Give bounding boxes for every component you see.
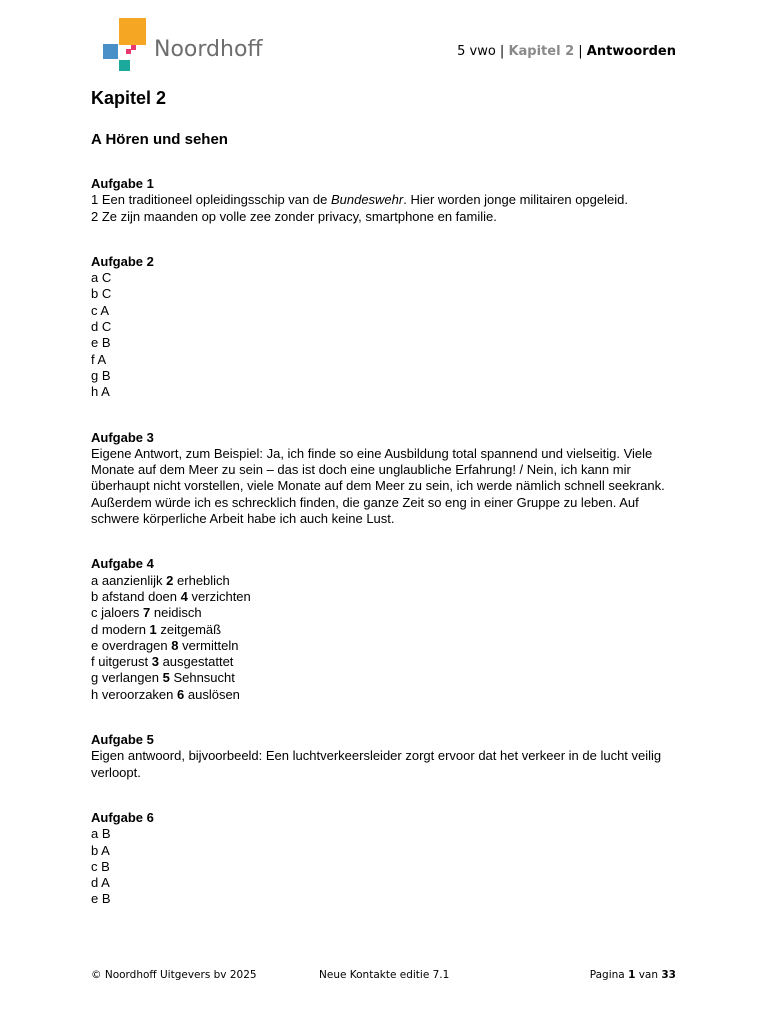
- aufgabe-5: [91, 732, 681, 781]
- pair-number: 1: [149, 621, 157, 637]
- pair-number: 8: [171, 637, 179, 653]
- aufgabe-title: Aufgabe 4: [91, 556, 154, 572]
- answer-line: e B: [91, 891, 111, 907]
- logo-pink-small-square: [131, 45, 136, 50]
- page-label: Pagina: [589, 969, 625, 981]
- pair-number: 2: [166, 572, 174, 588]
- word-pair: [91, 573, 681, 589]
- answer-line: a C: [91, 270, 112, 286]
- german-word: Sehnsucht: [173, 670, 235, 686]
- pair-number: 5: [162, 670, 170, 686]
- answer-text: 1 Een traditioneel opleidingsschip van de: [91, 192, 331, 208]
- answer-line: e B: [91, 335, 111, 351]
- header-separator: |: [499, 44, 505, 59]
- logo-blue-square: [103, 44, 118, 59]
- footer-edition: Neue Kontakte editie 7.1: [319, 969, 450, 981]
- dutch-word: h veroorzaken: [91, 686, 174, 702]
- answer-line: b C: [91, 286, 112, 302]
- dutch-word: f uitgerust: [91, 654, 149, 670]
- answer-line: d C: [91, 319, 112, 335]
- aufgabe-3: [91, 430, 681, 528]
- dutch-word: b afstand doen: [91, 588, 178, 604]
- answer-line: verloopt.: [91, 764, 141, 780]
- aufgabe-title: Aufgabe 2: [91, 253, 154, 269]
- aufgabe-2: [91, 254, 681, 401]
- current-page: 1: [628, 969, 636, 981]
- word-pair: [91, 638, 681, 654]
- answer-line: [91, 192, 681, 208]
- document-body: [91, 86, 681, 908]
- noordhoff-logo: [103, 18, 263, 72]
- total-pages: 33: [661, 969, 676, 981]
- answer-line: d A: [91, 875, 110, 891]
- answer-line: c B: [91, 858, 110, 874]
- answer-line: 2 Ze zijn maanden op volle zee zonder privacy, smartphone en familie.: [91, 208, 497, 224]
- german-word: erheblich: [177, 572, 230, 588]
- answer-line: überhaupt nicht vorstellen, viele Monate auf dem Meer zu sein, ich werde nämlich schnell seekrank.: [91, 478, 665, 494]
- dutch-word: g verlangen: [91, 670, 159, 686]
- word-pair: [91, 622, 681, 638]
- answer-line: a B: [91, 826, 111, 842]
- aufgabe-6: [91, 810, 681, 908]
- aufgabe-title: Aufgabe 5: [91, 732, 154, 748]
- answer-line: b A: [91, 842, 110, 858]
- answer-line: g B: [91, 367, 111, 383]
- of-label: van: [638, 969, 659, 981]
- footer-page-number: [590, 969, 676, 981]
- subsection-title: A Hören und sehen: [91, 131, 228, 148]
- pair-number: 4: [180, 588, 188, 604]
- dutch-word: d modern: [91, 621, 146, 637]
- answer-line: h A: [91, 384, 110, 400]
- page-title: Kapitel 2: [91, 88, 167, 108]
- word-pair: [91, 654, 681, 670]
- german-word: zeitgemäß: [160, 621, 222, 637]
- aufgabe-title: Aufgabe 3: [91, 429, 154, 445]
- header-chapter: Kapitel 2: [508, 44, 575, 59]
- german-word: ausgestattet: [162, 654, 234, 670]
- word-pair: [91, 589, 681, 605]
- answer-italic-text: Bundeswehr: [330, 192, 404, 208]
- word-pair: [91, 670, 681, 686]
- pair-number: 6: [177, 686, 185, 702]
- answer-line: Eigen antwoord, bijvoorbeeld: Een luchtverkeersleider zorgt ervoor dat het verkeer in de lucht veilig: [91, 748, 662, 764]
- answer-line: Außerdem würde ich es schrecklich finden, die ganze Zeit so eng in einer Gruppe zu leben. Auf: [91, 494, 639, 510]
- aufgabe-title: Aufgabe 6: [91, 809, 154, 825]
- answer-line: Monate auf dem Meer zu sein – das ist doch eine unglaubliche Erfahrung! / Nein, ich kann mir: [91, 462, 631, 478]
- german-word: auslösen: [187, 686, 240, 702]
- logo-text: Noordhoff: [154, 37, 263, 62]
- header-separator: |: [578, 44, 583, 59]
- answer-line: f A: [91, 351, 107, 367]
- answer-text: . Hier worden jonge militairen opgeleid.: [403, 192, 628, 208]
- page-header-breadcrumb: [457, 44, 676, 59]
- german-word: vermitteln: [182, 637, 239, 653]
- header-section: Antwoorden: [586, 44, 676, 59]
- answer-line: c A: [91, 302, 110, 318]
- aufgabe-title: Aufgabe 1: [91, 176, 154, 191]
- dutch-word: a aanzienlijk: [91, 572, 163, 588]
- pair-number: 3: [151, 654, 159, 670]
- aufgabe-4: [91, 556, 681, 703]
- german-word: neidisch: [153, 605, 202, 621]
- word-pair: [91, 605, 681, 621]
- footer-copyright: © Noordhoff Uitgevers bv 2025: [91, 969, 257, 981]
- dutch-word: e overdragen: [91, 637, 168, 653]
- word-pair: [91, 687, 681, 703]
- dutch-word: c jaloers: [91, 605, 140, 621]
- answer-line: Eigene Antwort, zum Beispiel: Ja, ich finde so eine Ausbildung total spannend und vielseitig. Viele: [91, 445, 653, 461]
- german-word: verzichten: [191, 588, 251, 604]
- header-level: 5 vwo: [457, 44, 496, 59]
- logo-teal-square: [119, 60, 130, 71]
- aufgabe-1: [91, 176, 681, 225]
- answer-line: schwere körperliche Arbeit habe ich auch keine Lust.: [91, 511, 395, 527]
- logo-orange-square: [119, 18, 146, 45]
- pair-number: 7: [143, 605, 151, 621]
